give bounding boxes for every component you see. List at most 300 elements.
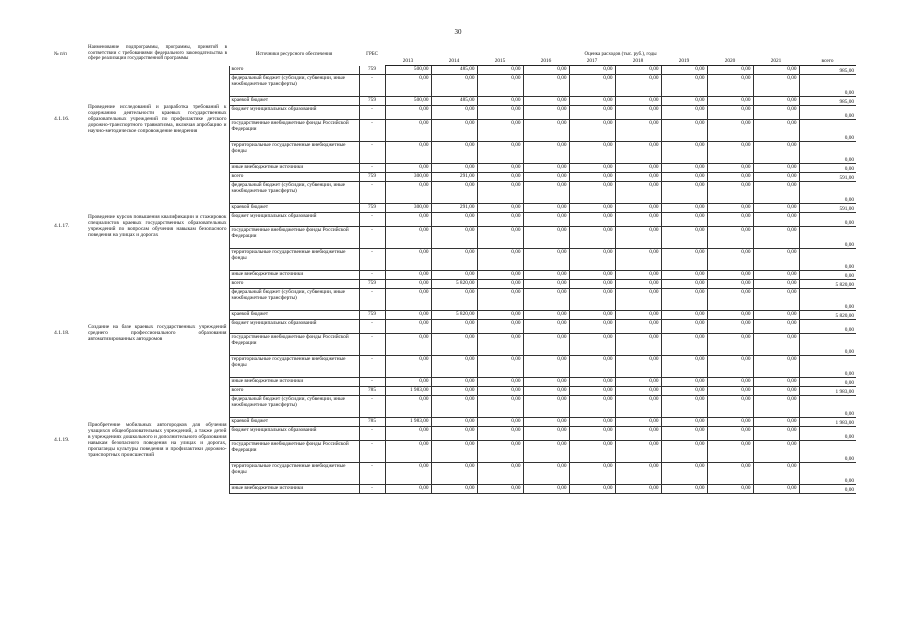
year-value: 0,00 xyxy=(707,427,753,441)
year-value: 0,00 xyxy=(707,320,753,334)
year-value: 0,00 xyxy=(385,227,431,249)
year-value: 0,00 xyxy=(707,66,753,75)
year-value: 0,00 xyxy=(523,271,569,280)
year-value: 0,00 xyxy=(477,173,523,182)
year-value: 0,00 xyxy=(661,427,707,441)
year-value: 0,00 xyxy=(707,289,753,311)
total-value: 0,00 xyxy=(799,106,856,120)
year-header: 2020 xyxy=(707,58,753,66)
year-value: 0,00 xyxy=(385,334,431,356)
year-value: 0,00 xyxy=(661,227,707,249)
year-value: 0,00 xyxy=(753,204,799,213)
year-value: 0,00 xyxy=(661,173,707,182)
funding-source: иные внебюджетные источники xyxy=(229,271,359,280)
year-value: 0,00 xyxy=(477,271,523,280)
year-value: 0,00 xyxy=(753,320,799,334)
grbs-code: - xyxy=(359,356,385,378)
total-value: 0,00 xyxy=(799,463,856,485)
funding-source: территориальные государственные внебюджетные фонды xyxy=(229,142,359,164)
year-value: 0,00 xyxy=(661,97,707,106)
grbs-code: 759 xyxy=(359,97,385,106)
year-value: 1 983,00 xyxy=(385,418,431,427)
year-value: 0,00 xyxy=(661,485,707,494)
total-value: 0,00 xyxy=(799,271,856,280)
year-value: 0,00 xyxy=(753,289,799,311)
year-value: 0,00 xyxy=(477,120,523,142)
funding-source: иные внебюджетные источники xyxy=(229,378,359,387)
year-value: 0,00 xyxy=(753,66,799,75)
year-value: 0,00 xyxy=(753,75,799,97)
year-value: 0,00 xyxy=(615,213,661,227)
year-value: 0,00 xyxy=(753,396,799,418)
year-value: 0,00 xyxy=(385,75,431,97)
year-value: 0,00 xyxy=(523,289,569,311)
funding-source: краевой бюджет xyxy=(229,418,359,427)
year-value: 0,00 xyxy=(477,227,523,249)
total-value: 0,00 xyxy=(799,120,856,142)
year-value: 0,00 xyxy=(477,213,523,227)
year-value: 0,00 xyxy=(753,271,799,280)
year-value: 0,00 xyxy=(615,485,661,494)
grbs-code: 785 xyxy=(359,387,385,396)
year-value: 0,00 xyxy=(385,396,431,418)
year-value: 0,00 xyxy=(431,164,477,173)
year-value: 0,00 xyxy=(753,106,799,120)
year-value: 0,00 xyxy=(707,418,753,427)
year-value: 0,00 xyxy=(385,142,431,164)
year-value: 0,00 xyxy=(569,280,615,289)
year-header: 2018 xyxy=(615,58,661,66)
year-value: 485,00 xyxy=(431,97,477,106)
year-value: 0,00 xyxy=(523,173,569,182)
item-name: Создание на базе краевых государственных учреждений среднего профессионального образования автоматизированных автодромов xyxy=(86,280,229,387)
year-value: 0,00 xyxy=(661,271,707,280)
total-value: 0,00 xyxy=(799,249,856,271)
year-value: 0,00 xyxy=(707,182,753,204)
year-value: 0,00 xyxy=(661,280,707,289)
total-value: 0,00 xyxy=(799,378,856,387)
year-value: 0,00 xyxy=(477,427,523,441)
year-value: 0,00 xyxy=(707,204,753,213)
funding-source: государственные внебюджетные фонды Российской Федерации xyxy=(229,441,359,463)
year-value: 0,00 xyxy=(661,396,707,418)
year-value: 0,00 xyxy=(707,311,753,320)
year-value: 0,00 xyxy=(615,120,661,142)
year-value: 0,00 xyxy=(477,75,523,97)
year-value: 0,00 xyxy=(431,227,477,249)
year-value: 0,00 xyxy=(523,120,569,142)
year-value: 0,00 xyxy=(569,396,615,418)
year-value: 0,00 xyxy=(707,249,753,271)
year-header: 2017 xyxy=(569,58,615,66)
year-value: 0,00 xyxy=(615,249,661,271)
year-value: 0,00 xyxy=(385,485,431,494)
table-row xyxy=(52,173,856,182)
year-value: 0,00 xyxy=(569,418,615,427)
item-name: Проведение курсов повышения квалификации и стажировок специалистов краевых государственных образовательных учреждений по вопросам обучения навыкам безопасного поведения на улицах и дорогах xyxy=(86,173,229,280)
header-row xyxy=(52,44,856,58)
year-value: 0,00 xyxy=(431,356,477,378)
year-value: 0,00 xyxy=(707,356,753,378)
year-value: 0,00 xyxy=(431,334,477,356)
year-value: 0,00 xyxy=(615,320,661,334)
year-value: 0,00 xyxy=(569,75,615,97)
grbs-code: - xyxy=(359,213,385,227)
year-value: 0,00 xyxy=(385,106,431,120)
year-value: 0,00 xyxy=(707,463,753,485)
funding-source: иные внебюджетные источники xyxy=(229,164,359,173)
year-value: 0,00 xyxy=(569,320,615,334)
year-value: 0,00 xyxy=(753,97,799,106)
grbs-code: - xyxy=(359,142,385,164)
year-value: 0,00 xyxy=(477,204,523,213)
year-value: 0,00 xyxy=(569,463,615,485)
funding-source: государственные внебюджетные фонды Российской Федерации xyxy=(229,334,359,356)
year-value: 0,00 xyxy=(569,271,615,280)
year-value: 0,00 xyxy=(661,66,707,75)
year-value: 0,00 xyxy=(661,75,707,97)
year-value: 0,00 xyxy=(661,320,707,334)
year-value: 0,00 xyxy=(753,311,799,320)
grbs-code: - xyxy=(359,289,385,311)
year-value: 0,00 xyxy=(569,164,615,173)
year-value: 0,00 xyxy=(431,249,477,271)
year-value: 0,00 xyxy=(385,280,431,289)
grbs-code: - xyxy=(359,396,385,418)
year-value: 0,00 xyxy=(431,142,477,164)
year-value: 0,00 xyxy=(707,441,753,463)
year-value: 0,00 xyxy=(431,271,477,280)
year-value: 0,00 xyxy=(753,164,799,173)
year-value: 0,00 xyxy=(431,463,477,485)
year-value: 0,00 xyxy=(477,396,523,418)
year-value: 0,00 xyxy=(477,280,523,289)
year-value: 0,00 xyxy=(431,427,477,441)
funding-source: всего xyxy=(229,387,359,396)
year-value: 0,00 xyxy=(431,485,477,494)
total-value: 0,00 xyxy=(799,213,856,227)
year-value: 0,00 xyxy=(523,427,569,441)
year-value: 0,00 xyxy=(385,356,431,378)
year-value: 0,00 xyxy=(523,387,569,396)
total-value: 0,00 xyxy=(799,334,856,356)
total-value: 0,00 xyxy=(799,164,856,173)
funding-source: бюджет муниципальных образований xyxy=(229,106,359,120)
year-value: 0,00 xyxy=(385,164,431,173)
year-value: 0,00 xyxy=(569,387,615,396)
year-value: 0,00 xyxy=(523,97,569,106)
year-value: 0,00 xyxy=(753,213,799,227)
year-value: 0,00 xyxy=(615,182,661,204)
year-value: 0,00 xyxy=(523,280,569,289)
grbs-code: - xyxy=(359,106,385,120)
year-value: 0,00 xyxy=(615,75,661,97)
item-number: 4.1.19. xyxy=(54,437,70,443)
year-value: 0,00 xyxy=(661,356,707,378)
year-value: 0,00 xyxy=(615,334,661,356)
year-value: 0,00 xyxy=(615,142,661,164)
year-value: 0,00 xyxy=(707,271,753,280)
year-value: 0,00 xyxy=(477,182,523,204)
year-value: 0,00 xyxy=(569,120,615,142)
year-value: 0,00 xyxy=(615,463,661,485)
year-value: 0,00 xyxy=(477,320,523,334)
year-value: 0,00 xyxy=(753,249,799,271)
year-value: 0,00 xyxy=(753,182,799,204)
year-value: 0,00 xyxy=(753,441,799,463)
year-value: 0,00 xyxy=(661,164,707,173)
year-value: 0,00 xyxy=(385,120,431,142)
year-value: 0,00 xyxy=(661,204,707,213)
year-value: 0,00 xyxy=(661,311,707,320)
total-value: 591,00 xyxy=(799,204,856,213)
year-value: 0,00 xyxy=(661,378,707,387)
year-value: 0,00 xyxy=(615,289,661,311)
grbs-code: - xyxy=(359,378,385,387)
year-value: 0,00 xyxy=(707,97,753,106)
year-value: 0,00 xyxy=(569,182,615,204)
table-row xyxy=(52,66,856,75)
year-value: 0,00 xyxy=(569,485,615,494)
year-value: 0,00 xyxy=(615,427,661,441)
year-value: 0,00 xyxy=(431,289,477,311)
year-header: всего xyxy=(799,58,856,66)
funding-source: краевой бюджет xyxy=(229,311,359,320)
year-value: 0,00 xyxy=(707,75,753,97)
year-value: 0,00 xyxy=(615,204,661,213)
total-value: 591,00 xyxy=(799,173,856,182)
year-value: 0,00 xyxy=(753,427,799,441)
year-value: 0,00 xyxy=(477,311,523,320)
year-value: 0,00 xyxy=(385,213,431,227)
table-row xyxy=(52,280,856,289)
year-value: 0,00 xyxy=(431,378,477,387)
grbs-code: 759 xyxy=(359,280,385,289)
funding-source: краевой бюджет xyxy=(229,97,359,106)
grbs-code: - xyxy=(359,249,385,271)
year-header: 2016 xyxy=(523,58,569,66)
year-value: 0,00 xyxy=(523,334,569,356)
header-grbs: ГРБС xyxy=(366,51,378,57)
grbs-code: - xyxy=(359,182,385,204)
year-value: 0,00 xyxy=(477,97,523,106)
year-value: 0,00 xyxy=(615,106,661,120)
year-value: 0,00 xyxy=(569,441,615,463)
year-value: 0,00 xyxy=(661,334,707,356)
year-value: 0,00 xyxy=(615,441,661,463)
year-value: 0,00 xyxy=(385,289,431,311)
year-value: 0,00 xyxy=(523,378,569,387)
grbs-code: - xyxy=(359,227,385,249)
year-value: 5 820,00 xyxy=(431,311,477,320)
year-value: 0,00 xyxy=(661,289,707,311)
item-number: 4.1.17. xyxy=(54,223,70,229)
year-value: 0,00 xyxy=(523,485,569,494)
year-value: 0,00 xyxy=(569,334,615,356)
total-value: 985,00 xyxy=(799,66,856,75)
grbs-code: - xyxy=(359,334,385,356)
funding-source: федеральный бюджет (субсидии, субвенции, иные межбюджетные трансферты) xyxy=(229,182,359,204)
total-value: 0,00 xyxy=(799,320,856,334)
year-value: 485,00 xyxy=(431,66,477,75)
year-value: 300,00 xyxy=(385,173,431,182)
year-value: 0,00 xyxy=(385,427,431,441)
year-value: 0,00 xyxy=(569,213,615,227)
total-value: 5 820,00 xyxy=(799,311,856,320)
total-value: 0,00 xyxy=(799,396,856,418)
year-value: 0,00 xyxy=(615,227,661,249)
year-value: 0,00 xyxy=(569,378,615,387)
year-value: 0,00 xyxy=(569,204,615,213)
funding-source: федеральный бюджет (субсидии, субвенции, иные межбюджетные трансферты) xyxy=(229,396,359,418)
year-value: 0,00 xyxy=(707,106,753,120)
year-value: 0,00 xyxy=(431,120,477,142)
grbs-code: 759 xyxy=(359,311,385,320)
total-value: 0,00 xyxy=(799,485,856,494)
year-value: 0,00 xyxy=(707,334,753,356)
year-value: 0,00 xyxy=(431,396,477,418)
year-value: 0,00 xyxy=(569,106,615,120)
year-value: 0,00 xyxy=(477,378,523,387)
year-value: 0,00 xyxy=(385,441,431,463)
year-value: 0,00 xyxy=(661,106,707,120)
year-value: 0,00 xyxy=(569,97,615,106)
year-value: 0,00 xyxy=(707,120,753,142)
year-value: 0,00 xyxy=(385,320,431,334)
year-value: 0,00 xyxy=(477,249,523,271)
year-value: 500,00 xyxy=(385,97,431,106)
year-value: 0,00 xyxy=(523,396,569,418)
year-value: 0,00 xyxy=(661,463,707,485)
year-value: 0,00 xyxy=(477,66,523,75)
year-value: 0,00 xyxy=(753,418,799,427)
year-value: 0,00 xyxy=(707,387,753,396)
year-value: 0,00 xyxy=(615,280,661,289)
year-value: 0,00 xyxy=(431,213,477,227)
year-value: 0,00 xyxy=(615,271,661,280)
grbs-code: - xyxy=(359,320,385,334)
total-value: 5 820,00 xyxy=(799,280,856,289)
total-value: 1 983,00 xyxy=(799,418,856,427)
year-header: 2015 xyxy=(477,58,523,66)
year-header: 2021 xyxy=(753,58,799,66)
funding-source: государственные внебюджетные фонды Российской Федерации xyxy=(229,227,359,249)
year-value: 0,00 xyxy=(477,106,523,120)
year-header: 2019 xyxy=(661,58,707,66)
total-value: 0,00 xyxy=(799,182,856,204)
year-value: 0,00 xyxy=(523,142,569,164)
year-value: 0,00 xyxy=(523,463,569,485)
year-value: 0,00 xyxy=(615,396,661,418)
funding-source: бюджет муниципальных образований xyxy=(229,427,359,441)
year-value: 0,00 xyxy=(615,418,661,427)
year-value: 0,00 xyxy=(523,182,569,204)
year-value: 0,00 xyxy=(477,289,523,311)
year-value: 0,00 xyxy=(753,356,799,378)
grbs-code: 759 xyxy=(359,173,385,182)
year-header: 2013 xyxy=(385,58,431,66)
year-value: 0,00 xyxy=(477,142,523,164)
year-value: 0,00 xyxy=(615,356,661,378)
funding-source: федеральный бюджет (субсидии, субвенции, иные межбюджетные трансферты) xyxy=(229,75,359,97)
year-value: 0,00 xyxy=(707,280,753,289)
grbs-code: - xyxy=(359,441,385,463)
total-value: 985,00 xyxy=(799,97,856,106)
year-value: 0,00 xyxy=(753,387,799,396)
total-value: 0,00 xyxy=(799,356,856,378)
year-value: 0,00 xyxy=(661,120,707,142)
grbs-code: - xyxy=(359,75,385,97)
total-value: 0,00 xyxy=(799,75,856,97)
grbs-code: 785 xyxy=(359,418,385,427)
year-value: 0,00 xyxy=(753,173,799,182)
year-value: 5 820,00 xyxy=(431,280,477,289)
year-value: 0,00 xyxy=(615,164,661,173)
year-value: 0,00 xyxy=(477,387,523,396)
year-value: 0,00 xyxy=(385,378,431,387)
year-value: 0,00 xyxy=(523,227,569,249)
year-value: 0,00 xyxy=(569,311,615,320)
header-estimate: Оценка расходов (тыс. руб.), годы xyxy=(584,52,657,58)
total-value: 0,00 xyxy=(799,227,856,249)
year-value: 0,00 xyxy=(385,271,431,280)
year-header: 2014 xyxy=(431,58,477,66)
year-value: 0,00 xyxy=(753,142,799,164)
item-name: Приобретение мобильных автогородков для обучения учащихся общеобразовательных учреждений, а также детей в учреждениях дошкольного и дополнительного образования навыкам безопасного поведения на улицах и дорогах, пропаганды культуры поведения и профилактики дорожно-транспортных происшествий xyxy=(86,387,229,494)
year-value: 0,00 xyxy=(523,320,569,334)
year-value: 0,00 xyxy=(523,311,569,320)
year-value: 500,00 xyxy=(385,66,431,75)
year-value: 0,00 xyxy=(523,204,569,213)
year-value: 0,00 xyxy=(707,164,753,173)
total-value: 0,00 xyxy=(799,441,856,463)
funding-source: федеральный бюджет (субсидии, субвенции, иные межбюджетные трансферты) xyxy=(229,289,359,311)
year-value: 0,00 xyxy=(569,249,615,271)
year-value: 0,00 xyxy=(477,441,523,463)
page-number: 30 xyxy=(454,28,462,36)
year-value: 0,00 xyxy=(661,213,707,227)
year-value: 0,00 xyxy=(477,356,523,378)
year-value: 0,00 xyxy=(753,485,799,494)
grbs-code: - xyxy=(359,463,385,485)
year-value: 0,00 xyxy=(707,485,753,494)
year-value: 0,00 xyxy=(385,182,431,204)
grbs-code: - xyxy=(359,427,385,441)
header-no: № п/п xyxy=(54,51,67,57)
year-value: 0,00 xyxy=(523,441,569,463)
year-value: 0,00 xyxy=(569,173,615,182)
funding-source: бюджет муниципальных образований xyxy=(229,213,359,227)
expenditure-table xyxy=(52,44,856,494)
year-value: 0,00 xyxy=(523,164,569,173)
year-value: 0,00 xyxy=(385,249,431,271)
item-number: 4.1.18. xyxy=(54,330,70,336)
year-value: 0,00 xyxy=(385,463,431,485)
year-value: 291,00 xyxy=(431,204,477,213)
year-value: 0,00 xyxy=(661,441,707,463)
year-value: 0,00 xyxy=(707,142,753,164)
year-value: 0,00 xyxy=(569,289,615,311)
funding-source: бюджет муниципальных образований xyxy=(229,320,359,334)
funding-source: территориальные государственные внебюджетные фонды xyxy=(229,356,359,378)
year-value: 0,00 xyxy=(569,142,615,164)
year-value: 1 983,00 xyxy=(385,387,431,396)
funding-source: иные внебюджетные источники xyxy=(229,485,359,494)
year-value: 0,00 xyxy=(477,485,523,494)
year-value: 300,00 xyxy=(385,204,431,213)
total-value: 1 983,00 xyxy=(799,387,856,396)
funding-source: государственные внебюджетные фонды Российской Федерации xyxy=(229,120,359,142)
